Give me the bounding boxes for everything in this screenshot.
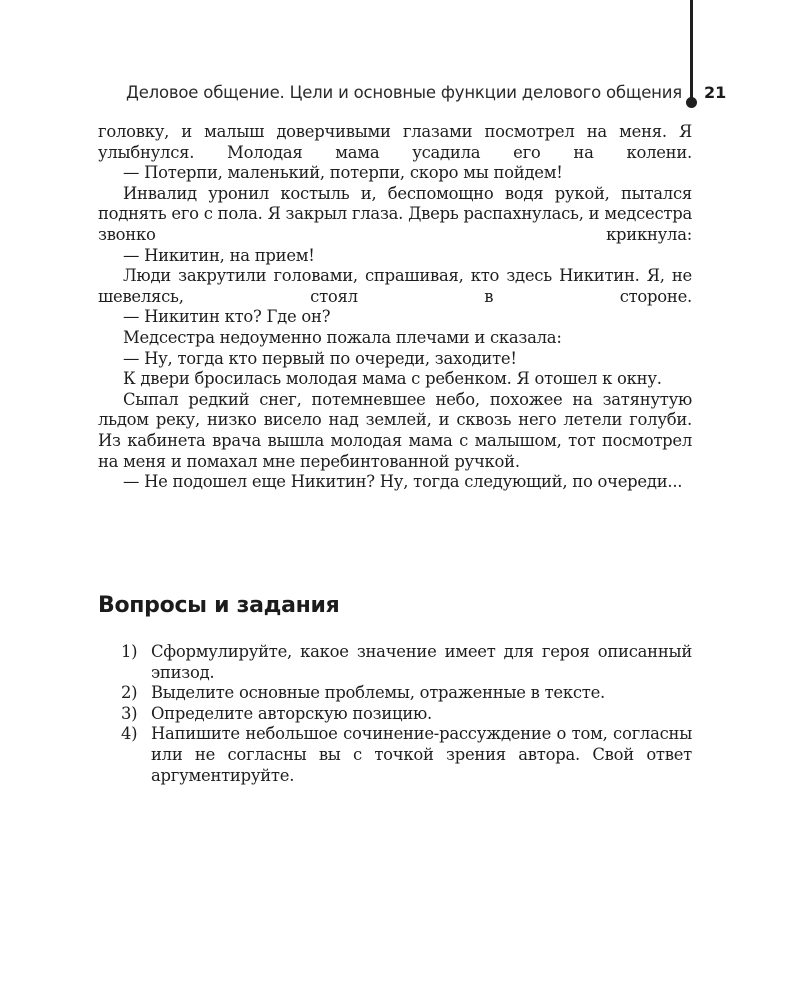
story-paragraph: — Никитин, на прием! [123,245,315,265]
task-list [98,642,692,786]
section-title: Вопросы и задания [98,593,340,618]
story-paragraph: Инвалид уронил костыль и, беспомощно водя рукой, пытался поднять его с пола. Я закрыл глаза. Дверь распахнулась, и медсестра звонко крикнула: [98,183,692,244]
story-paragraph: Медсестра недоуменно пожала плечами и сказала: [123,327,562,347]
story-paragraph: — Ну, тогда кто первый по очереди, заходите! [123,348,517,368]
task-number: 1) [121,642,138,661]
task-item [98,704,692,725]
story-paragraph: — Не подошел еще Никитин? Ну, тогда следующий, по очереди... [123,472,683,492]
task-number: 3) [121,703,138,723]
story-paragraph: — Потерпи, маленький, потерпи, скоро мы пойдем! [123,163,563,183]
task-number: 2) [121,683,138,703]
story-paragraph: Люди закрутили головами, спрашивая, кто здесь Никитин. Я, не шевелясь, стоял в стороне. [98,266,692,306]
task-text: Определите авторскую позицию. [151,703,432,723]
task-item [98,724,692,786]
story-paragraph: К двери бросилась молодая мама с ребенком. Я отошел к окну. [123,369,662,389]
story-paragraph: головку, и малыш доверчивыми глазами посмотрел на меня. Я улыбнулся. Молодая мама усадила его на колени. [98,122,692,162]
story-paragraph: Сыпал редкий снег, потемневшее небо, похожее на затянутую льдом реку, низко висело над землей, и сквозь него летели голуби. Из кабинета врача вышла молодая мама с малышом, тот посмотрел на меня и помахал мне перебинтованной ручкой. [98,389,692,471]
task-number: 4) [121,724,138,744]
task-text: Напишите небольшое сочинение-рассуждение о том, согласны или не согласны вы с точкой зрения автора. Свой ответ аргументируйте. [151,724,692,785]
task-text: Сформулируйте, какое значение имеет для героя описанный эпизод. [151,642,692,682]
running-head: Деловое общение. Цели и основные функции делового общения [126,83,683,102]
header-rule-dot [686,97,697,108]
story-text [98,122,692,493]
page-number: 21 [704,83,727,102]
task-item [98,683,692,704]
task-item [98,642,692,683]
story-paragraph: — Никитин кто? Где он? [123,307,331,327]
task-text: Выделите основные проблемы, отраженные в тексте. [151,683,606,703]
header-vertical-rule [690,0,693,98]
